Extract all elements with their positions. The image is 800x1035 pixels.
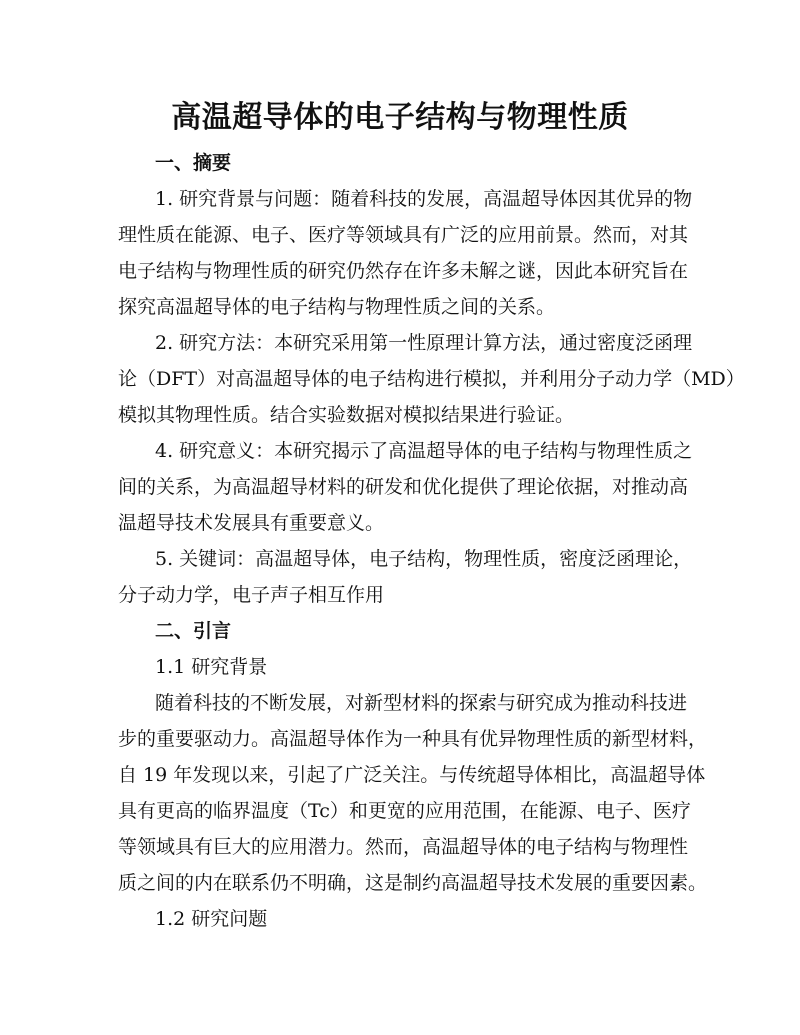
subheading-research-question: 1.2 研究问题 bbox=[155, 908, 268, 930]
abstract-keywords-line1: 5. 关键词：高温超导体，电子结构，物理性质，密度泛函理论， bbox=[155, 548, 693, 570]
document-title: 高温超导体的电子结构与物理性质 bbox=[171, 100, 629, 135]
abstract-p1-line2: 理性质在能源、电子、医疗等领域具有广泛的应用前景。然而，对其 bbox=[118, 224, 689, 246]
intro-line2: 步的重要驱动力。高温超导体作为一种具有优异物理性质的新型材料， bbox=[118, 728, 708, 750]
abstract-p2-line1: 2. 研究方法：本研究采用第一性原理计算方法，通过密度泛函理 bbox=[155, 332, 693, 354]
abstract-p3-line1: 4. 研究意义：本研究揭示了高温超导体的电子结构与物理性质之 bbox=[155, 440, 693, 462]
abstract-p1-line3: 电子结构与物理性质的研究仍然存在许多未解之谜，因此本研究旨在 bbox=[118, 260, 689, 282]
abstract-p2-line3: 模拟其物理性质。结合实验数据对模拟结果进行验证。 bbox=[118, 404, 575, 426]
intro-line6: 质之间的内在联系仍不明确，这是制约高温超导技术发展的重要因素。 bbox=[118, 872, 708, 894]
abstract-p1-line1: 1. 研究背景与问题：随着科技的发展，高温超导体因其优异的物 bbox=[155, 188, 693, 210]
intro-line4: 具有更高的临界温度（Tc）和更宽的应用范围，在能源、电子、医疗 bbox=[118, 800, 691, 822]
abstract-keywords-line2: 分子动力学，电子声子相互作用 bbox=[118, 584, 385, 606]
section-heading-introduction: 二、引言 bbox=[155, 620, 232, 642]
intro-line1: 随着科技的不断发展，对新型材料的探索与研究成为推动科技进 bbox=[155, 692, 688, 714]
subheading-research-background: 1.1 研究背景 bbox=[155, 656, 268, 678]
abstract-p3-line3: 温超导技术发展具有重要意义。 bbox=[118, 512, 385, 534]
abstract-p2-line2: 论（DFT）对高温超导体的电子结构进行模拟，并利用分子动力学（MD） bbox=[118, 368, 745, 390]
intro-line3: 自 19 年发现以来，引起了广泛关注。与传统超导体相比，高温超导体 bbox=[118, 764, 706, 786]
abstract-p1-line4: 探究高温超导体的电子结构与物理性质之间的关系。 bbox=[118, 296, 556, 318]
intro-line5: 等领域具有巨大的应用潜力。然而，高温超导体的电子结构与物理性 bbox=[118, 836, 689, 858]
section-heading-abstract: 一、摘要 bbox=[155, 152, 232, 174]
abstract-p3-line2: 间的关系，为高温超导材料的研发和优化提供了理论依据，对推动高 bbox=[118, 476, 689, 498]
